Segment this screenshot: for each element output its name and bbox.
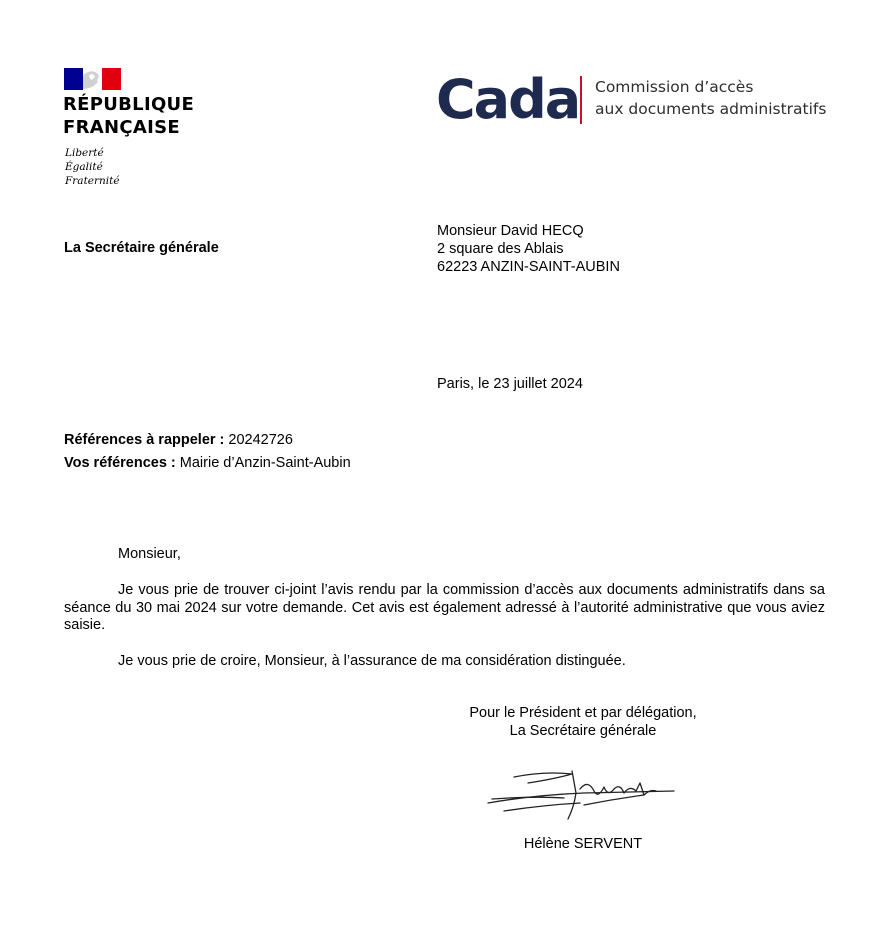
reference-line-1 <box>64 432 293 448</box>
reference-label-1: Références à rappeler : <box>64 432 225 448</box>
motto-fraternite: Fraternité <box>65 175 120 187</box>
svg-text:Cada: Cada <box>436 68 580 130</box>
handwritten-signature <box>484 765 684 825</box>
reference-label-2: Vos références : <box>64 455 176 471</box>
recipient-name: Monsieur David HECQ <box>437 223 584 239</box>
cada-subtitle-line2: aux documents administratifs <box>595 100 827 118</box>
signature-title-line: La Secrétaire générale <box>509 723 657 739</box>
motto-liberte: Liberté <box>65 147 104 159</box>
motto-egalite: Égalité <box>65 161 103 173</box>
recipient-city: 62223 ANZIN-SAINT-AUBIN <box>437 259 620 275</box>
sender-title: La Secrétaire générale <box>64 240 219 256</box>
signatory-name: Hélène SERVENT <box>523 836 643 852</box>
reference-line-2 <box>64 455 351 471</box>
cada-logo <box>436 66 836 130</box>
place-date: Paris, le 23 juillet 2024 <box>437 376 583 392</box>
reference-value-1: 20242726 <box>224 432 293 448</box>
republique-line1: RÉPUBLIQUE <box>63 94 195 115</box>
reference-value-2: Mairie d’Anzin-Saint-Aubin <box>175 455 351 471</box>
republique-line2: FRANÇAISE <box>63 117 180 138</box>
body-paragraph: Je vous prie de trouver ci-joint l’avis rendu par la commission d’accès aux documents administratifs dans sa séance du 30 mai 2024 sur votre demande. Cet avis est également adressé à l’autorité administrative que vous aviez saisie. <box>64 582 825 633</box>
closing-paragraph: Je vous prie de croire, Monsieur, à l’assurance de ma considération distinguée. <box>118 653 626 669</box>
signature-delegation-line: Pour le Président et par délégation, <box>469 705 697 721</box>
salutation: Monsieur, <box>118 546 181 562</box>
recipient-street: 2 square des Ablais <box>437 241 564 257</box>
marianne-flag-logo <box>64 68 121 90</box>
cada-subtitle-line1: Commission d’accès <box>595 78 754 96</box>
